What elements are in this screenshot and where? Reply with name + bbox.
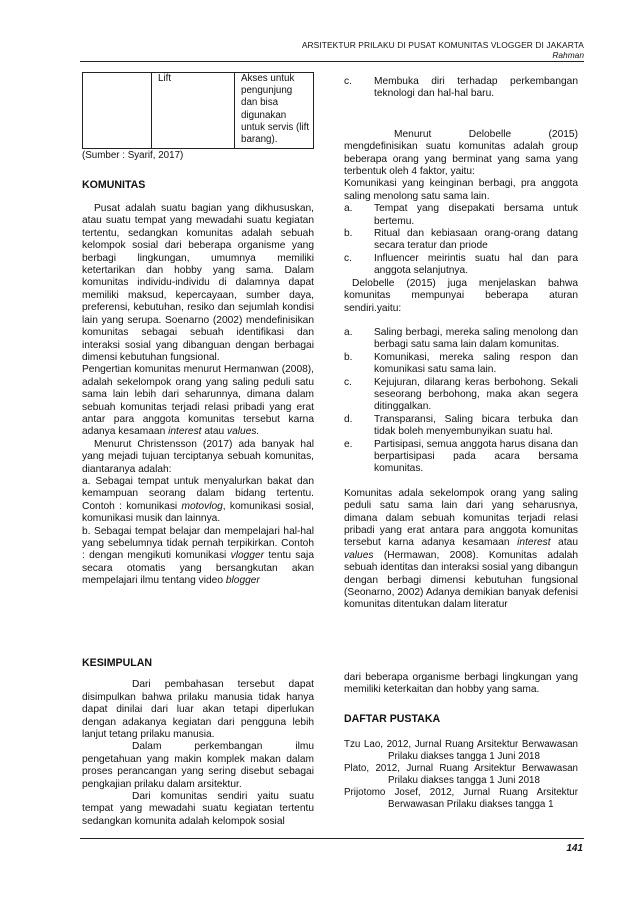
list-text: Influencer meirintis suatu hal dan para anggota selanjutnya. xyxy=(374,252,578,277)
k-p2-italic2: values. xyxy=(227,426,260,438)
header-rule xyxy=(80,61,584,62)
list-text: Tempat yang disepakati bersama untuk bertemu. xyxy=(374,203,578,227)
list-label: a. xyxy=(344,326,353,338)
list-label: b. xyxy=(344,351,353,363)
list-item xyxy=(344,352,578,377)
reference-item: Tzu Lao, 2012, Jurnal Ruang Arsitektur Berwawasan Prilaku diakses tangga 1 Juni 2018 xyxy=(344,739,578,763)
table-cell-description: Akses untuk pengunjung dan bisa digunakan untuk servis (lift barang). xyxy=(235,73,314,149)
list-text: Saling berbagi, mereka saling menolong dan berbagi satu sama lain dalam komunitas. xyxy=(374,326,578,351)
list-label: c. xyxy=(344,252,352,264)
komunitas-paragraph-1: Pusat adalah suatu bagian yang dikhususkan, atau suatu tempat yang mewadahi suatu kegiatan tertentu, sedangkan komunitas adalah sebuah kelompok sosial dari beberapa organisme yang berbagi lingkungan, umumnya memiliki ketertarikan dan hobby yang sama. Dalam komunitas individu-individu di dalamnya dapat memiliki maksud, kepercayaan, sumber daya, preferensi, kebutuhan, resiko dan sejumlah kondisi lain yang serupa. Soenarno (2002) mendefinisikan komunitas sebagai sebuah identifikasi dan interaksi sosial yang dibanguan dengan berbagai dimensi kebutuhan fungsional. xyxy=(82,203,314,363)
page-number: 141 xyxy=(566,843,583,854)
list-text: Komunikasi, mereka saling respon dan komunikasi satu sama lain. xyxy=(374,351,578,376)
delobelle-paragraph-2: Komunikasi yang keinginan berbagi, pra anggota saling menolong satu sama lain. xyxy=(344,178,578,202)
c-item-list xyxy=(344,76,578,101)
table-source: (Sumber : Syarif, 2017) xyxy=(82,150,184,162)
footer-rule xyxy=(80,838,584,839)
list-item xyxy=(344,439,578,476)
rules-list xyxy=(344,327,578,476)
left-column-bottom xyxy=(82,657,314,828)
k-a-italic: motovlog xyxy=(181,500,223,512)
daftar-pustaka-heading: DAFTAR PUSTAKA xyxy=(344,712,441,725)
k-b-text-2: tentu saja secara otomatis yang bersangkutan akan mempelajari ilmu tentang video xyxy=(82,550,314,587)
delobelle-paragraph-3: Delobelle (2015) juga menjelaskan bahwa komunitas mempunyai beberapa aturan sendiri.yaitu: xyxy=(344,277,578,314)
k-b-text: b. Sebagai tempat belajar dan mempelajari hal-hal yang sebelumnya tidak pernah terpikirkan. Contoh : dengan mengikuti komunikasi xyxy=(82,525,314,562)
list-item xyxy=(344,203,578,228)
list-text: Ritual dan kebiasaan orang-orang datang secara teratur dan priode xyxy=(374,228,578,252)
reference-item: Prijotomo Josef, 2012, Jurnal Ruang Arsitektur Berwawasan Prilaku diakses tangga 1 xyxy=(344,787,578,811)
komunitas-paragraph-2 xyxy=(82,364,314,438)
list-label: d. xyxy=(344,413,353,425)
komunitas-definition-paragraph xyxy=(344,488,578,612)
komunitas-paragraph-3: Menurut Christensson (2017) ada banyak hal yang mejadi tujuan terciptanya sebuah komunitas, diantaranya adalah: xyxy=(82,438,314,475)
k-a-text: a. Sebagai tempat untuk menyalurkan bakat dan kemampuan seorang dalam bidang tertentu. Contoh : komunikasi xyxy=(82,475,314,512)
d-p4-text-2: (Hermawan, 2008). Komunitas adalah sebuah identitas dan interaksi sosial yang dibangun dengan berbagi dimensi kebutuhan fungsional (Seonarno, 2002) Adanya demikian banyak defenisi komunitas ditentukan dalam literatur xyxy=(344,549,578,611)
k-b-italic: vlogger xyxy=(230,550,265,562)
list-label: c. xyxy=(344,376,352,388)
conclusion-continued-paragraph: dari beberapa organisme berbagi lingkungan yang memiliki keterkaitan dan hobby yang sama. xyxy=(344,672,578,696)
komunitas-item-a xyxy=(82,476,314,526)
table-row xyxy=(83,73,314,149)
list-item xyxy=(344,228,578,253)
list-text: Transparansi, Saling bicara terbuka dan tidak boleh menyembunyikan suatu hal. xyxy=(374,413,578,438)
kesimpulan-paragraph-2: Dalam perkembangan ilmu pengetahuan yang makin komplek makan dalam proses perancangan yang sering disebut sebagai pengkajian prilaku dalam arsitektur. xyxy=(82,741,314,790)
reference-item: Plato, 2012, Jurnal Ruang Arsitektur Berwawasan Prilaku diakses tangga 1 Juni 2018 xyxy=(344,763,578,787)
komunitas-item-b xyxy=(82,526,314,588)
list-item xyxy=(344,377,578,414)
table-cell-lift: Lift xyxy=(152,73,235,149)
d-p4-text: Komunitas adala sekelompok orang yang saling peduli satu sama lain dari yang seharusnya, dimana dalam sebuah komunitas terjadi relasi pribadi yang erat antara para anggota komunitas tersebut karna adanya kesamaan xyxy=(344,487,578,549)
running-header-title: ARSITEKTUR PRILAKU DI PUSAT KOMUNITAS VLOGGER DI JAKARTA xyxy=(301,40,584,50)
list-item xyxy=(344,253,578,278)
list-label: e. xyxy=(344,438,353,450)
k-a-text-2: , komunikasi sosial, komunikasi musik dan lainnya. xyxy=(82,500,314,525)
factor-list xyxy=(344,203,578,277)
list-text: Membuka diri terhadap perkembangan teknologi dan hal-hal baru. xyxy=(374,76,578,100)
list-item xyxy=(344,414,578,439)
list-item xyxy=(344,76,578,101)
right-column-bottom xyxy=(344,672,578,811)
komunitas-heading: KOMUNITAS xyxy=(82,178,146,191)
list-label: a. xyxy=(344,203,353,215)
d-p4-italic: interest xyxy=(517,537,551,549)
d-p4-mid: atau xyxy=(550,537,578,549)
kesimpulan-paragraph-3: Dari komunitas sendiri yaitu suatu tempat yang mewadahi suatu kegiatan tertentu sedangkan komunita adalah kelompok sosial xyxy=(82,791,314,827)
delobelle-paragraph-1: Menurut Delobelle (2015) mengdefinisikan suatu komunitas adalah group beberapa orang yang berminat yang sama yang terbentuk oleh 4 faktor, yaitu: xyxy=(344,128,578,178)
list-text: Kejujuran, dilarang keras berbohong. Sekali seseorang berbohong, maka akan segera ditinggalkan. xyxy=(374,376,578,413)
kesimpulan-heading: KESIMPULAN xyxy=(82,657,153,669)
k-b-italic2: blogger xyxy=(225,575,260,587)
list-label: c. xyxy=(344,76,352,87)
list-text: Partisipasi, semua anggota harus disana dan berpartisipasi pada acara bersama komunitas. xyxy=(374,438,578,475)
list-item xyxy=(344,327,578,352)
table-cell-empty xyxy=(83,73,152,149)
k-p2-mid: atau xyxy=(201,426,228,438)
reference-list xyxy=(344,739,578,811)
list-label: b. xyxy=(344,228,353,240)
lift-table xyxy=(82,72,314,149)
k-p2-text: Pengertian komunitas menurut Hermanwan (2008), adalah sekelompok orang yang saling peduli satu sama lain lebih dari seharunnya, dimana dalam sebuah komunitas terjadi relasi pribadi yang erat antar para anggota komunitas tersebut karna adanya kesamaan xyxy=(82,364,314,438)
kesimpulan-paragraph-1: Dari pembahasan tersebut dapat disimpulkan bahwa prilaku manusia tidak hanya dapat dinilai dari luar akan tetapi diperlukan dengan adakanya kegiatan dari pengguna lebih lanjut tetang prilaku manusia. xyxy=(82,679,314,741)
d-p4-italic2: values xyxy=(344,549,374,561)
left-column-top xyxy=(82,72,314,588)
running-header-author: Rahman xyxy=(552,50,584,60)
right-column-top xyxy=(344,76,578,612)
k-p2-italic: interest xyxy=(168,426,202,438)
